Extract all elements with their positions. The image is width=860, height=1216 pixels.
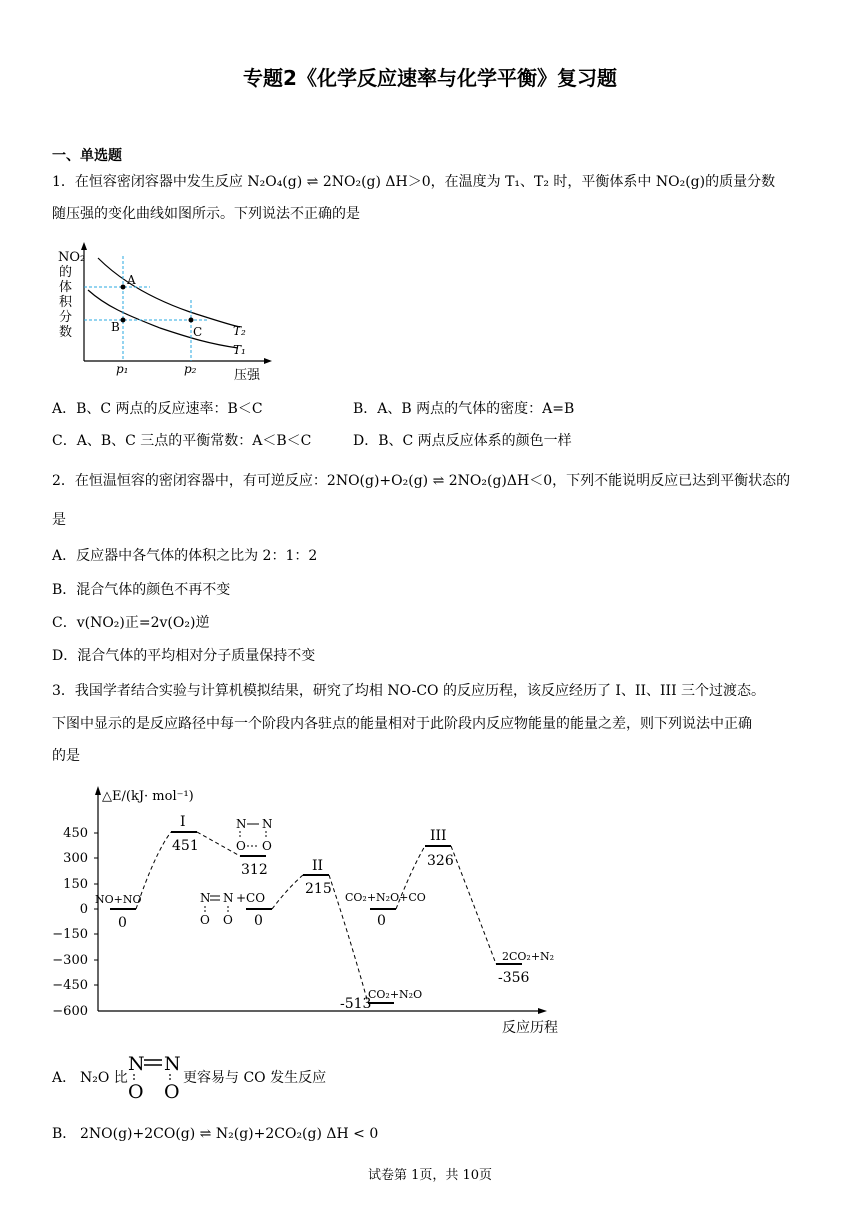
svg-text:+CO: +CO — [236, 891, 266, 905]
svg-text:O: O — [128, 1081, 144, 1102]
point-C — [189, 318, 194, 323]
svg-text:N: N — [223, 891, 234, 905]
species-no-no: NO+NO — [95, 893, 142, 906]
onno-structure-icon — [124, 1050, 184, 1102]
val-451: 451 — [172, 838, 199, 854]
tick-p1: p₁ — [116, 362, 129, 376]
val-0b: 0 — [254, 913, 263, 929]
ytick-150: 150 — [63, 877, 88, 892]
svg-text:O: O — [262, 839, 272, 853]
species-co2-n2o: CO₂+N₂O — [368, 988, 423, 1001]
q1-ylabel-1: 的 — [59, 265, 73, 280]
q2-option-b[interactable]: B．混合气体的颜色不再不变 — [52, 582, 231, 598]
svg-text:N: N — [164, 1053, 181, 1075]
ts-III: III — [430, 828, 447, 844]
point-C-label: C — [193, 325, 203, 339]
page-title: 专题2《化学反应速率与化学平衡》复习题 — [243, 66, 617, 90]
ts-II: II — [312, 858, 324, 874]
q1-ylabel-3: 积 — [59, 295, 73, 310]
q2-option-c[interactable]: C．v(NO₂)正=2v(O₂)逆 — [52, 615, 210, 631]
point-B-label: B — [111, 320, 120, 334]
svg-text:O: O — [236, 839, 246, 853]
q3-stem-line3: 的是 — [52, 748, 80, 764]
species-2co2-n2: 2CO₂+N₂ — [502, 950, 555, 963]
svg-text:O: O — [164, 1081, 180, 1102]
ytick-neg600: −600 — [52, 1004, 88, 1019]
ytick-neg150: −150 — [52, 927, 88, 942]
val-326: 326 — [427, 853, 454, 869]
q3-energy-diagram — [50, 778, 590, 1040]
onno-ring-structure — [236, 817, 273, 853]
curve-T2 — [98, 258, 240, 327]
val-neg356: -356 — [498, 970, 530, 986]
q3-option-b-prefix[interactable]: B． — [52, 1126, 77, 1142]
svg-text:O: O — [200, 913, 210, 927]
q3-stem-line1: 3．我国学者结合实验与计算机模拟结果，研究了均相 NO-CO 的反应历程，该反应经历了 I、II、III 三个过渡态。 — [52, 683, 766, 699]
val-0a: 0 — [118, 915, 127, 931]
q1-ylabel-5: 数 — [59, 325, 73, 340]
q3-xlabel: 反应历程 — [502, 1020, 558, 1036]
svg-text:O: O — [223, 913, 233, 927]
point-A — [121, 285, 126, 290]
point-B — [121, 318, 126, 323]
q1-option-d[interactable]: D．B、C 两点反应体系的颜色一样 — [353, 433, 572, 449]
ytick-neg300: −300 — [52, 953, 88, 968]
curve-T1-label: T₁ — [233, 343, 246, 357]
val-215: 215 — [305, 881, 332, 897]
q1-ylabel-2: 体 — [59, 280, 73, 295]
ts-I: I — [180, 814, 186, 830]
val-312: 312 — [241, 862, 268, 878]
tick-p2: p₂ — [184, 362, 197, 376]
ytick-300: 300 — [63, 851, 88, 866]
point-A-label: A — [127, 273, 136, 287]
q1-stem-line2: 随压强的变化曲线如图所示。下列说法不正确的是 — [52, 206, 360, 222]
q2-stem-line1: 2．在恒温恒容的密闭容器中，有可逆反应：2NO(g)+O₂(g) ⇌ 2NO₂(g)ΔH＜0，下列不能说明反应已达到平衡状态的 — [52, 473, 791, 489]
q1-xlabel: 压强 — [234, 368, 261, 383]
svg-text:N: N — [262, 817, 273, 831]
q3-option-a-n2o: N₂O 比 — [80, 1070, 128, 1086]
q2-option-d[interactable]: D．混合气体的平均相对分子质量保持不变 — [52, 648, 316, 664]
ytick-neg450: −450 — [52, 978, 88, 993]
species-co2-n2o-co: CO₂+N₂O+CO — [345, 891, 426, 904]
curve-T2-label: T₂ — [233, 324, 246, 338]
val-0c: 0 — [377, 913, 386, 929]
q2-option-a[interactable]: A．反应器中各气体的体积之比为 2：1：2 — [52, 548, 318, 564]
q3-option-a-prefix[interactable]: A． — [52, 1070, 77, 1086]
q2-stem-line2: 是 — [52, 512, 66, 528]
q1-ylabel-4: 分 — [59, 310, 73, 325]
q3-option-a-suffix: 更容易与 CO 发生反应 — [183, 1070, 327, 1086]
svg-text:N: N — [128, 1053, 145, 1075]
q3-stem-line2: 下图中显示的是反应路径中每一个阶段内各驻点的能量相对于此阶段内反应物能量的能量之差，则下列说法中正确 — [52, 716, 752, 732]
q1-option-c[interactable]: C．A、B、C 三点的平衡常数：A＜B＜C — [52, 433, 312, 449]
q1-ylabel-0: NO₂ — [58, 250, 86, 265]
q1-option-b[interactable]: B．A、B 两点的气体的密度：A=B — [353, 401, 575, 417]
section-heading: 一、单选题 — [52, 148, 122, 164]
val-neg513: -513 — [340, 996, 372, 1012]
ytick-0: 0 — [79, 902, 88, 917]
q3-option-b-equation: 2NO(g)+2CO(g) ⇌ N₂(g)+2CO₂(g) ΔH < 0 — [80, 1126, 379, 1142]
svg-text:N: N — [200, 891, 211, 905]
q1-option-a[interactable]: A．B、C 两点的反应速率：B＜C — [52, 401, 263, 417]
q3-ylabel: △E/(kJ· mol⁻¹) — [102, 789, 194, 804]
page-footer: 试卷第 1页，共 10页 — [367, 1168, 493, 1183]
curve-T1 — [88, 290, 238, 348]
svg-text:N: N — [236, 817, 247, 831]
q1-graph — [50, 240, 280, 385]
q1-stem-line1: 1．在恒容密闭容器中发生反应 N₂O₄(g) ⇌ 2NO₂(g) ΔH＞0，在温度为 T₁、T₂ 时，平衡体系中 NO₂(g)的质量分数 — [52, 174, 776, 190]
ytick-450: 450 — [63, 826, 88, 841]
